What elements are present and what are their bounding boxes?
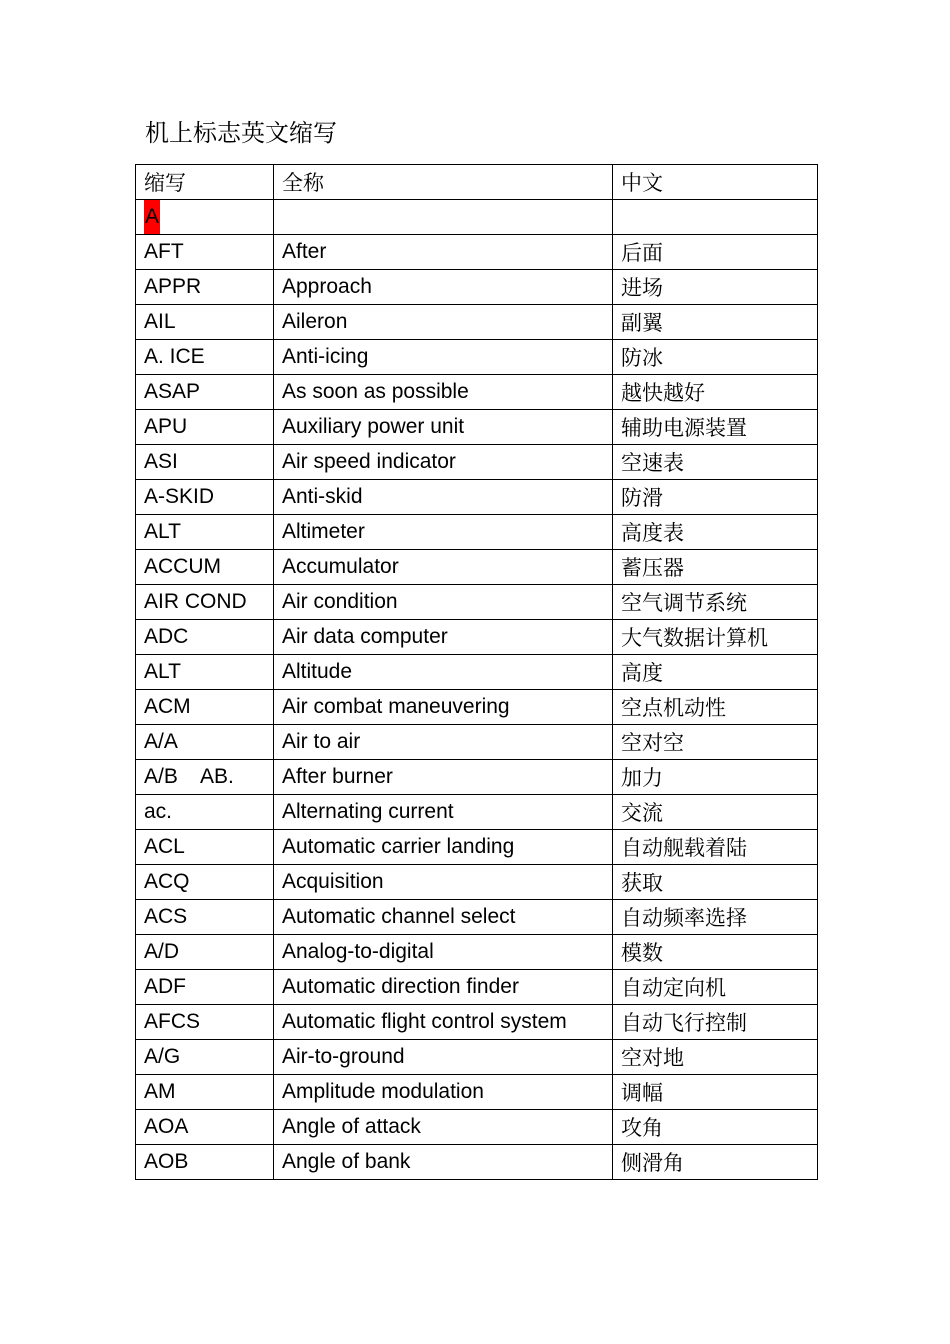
table-row [136, 445, 818, 480]
table-row [136, 1040, 818, 1075]
table-row [136, 970, 818, 1005]
cell-full: Amplitude modulation [274, 1075, 613, 1110]
cell-full: Automatic direction finder [274, 970, 613, 1005]
cell-abbr: ADC [136, 620, 274, 655]
cell-zh: 大气数据计算机 [613, 620, 818, 655]
cell-full: Air data computer [274, 620, 613, 655]
table-row [136, 585, 818, 620]
cell-zh: 侧滑角 [613, 1145, 818, 1180]
cell-full: After [274, 235, 613, 270]
cell-zh: 空对空 [613, 725, 818, 760]
cell-abbr: A/D [136, 935, 274, 970]
table-row [136, 830, 818, 865]
cell-full: Air condition [274, 585, 613, 620]
cell-abbr: ALT [136, 655, 274, 690]
cell-full: As soon as possible [274, 375, 613, 410]
section-empty-cell [613, 200, 818, 235]
section-row [136, 200, 818, 235]
cell-abbr: ASAP [136, 375, 274, 410]
cell-full: Auxiliary power unit [274, 410, 613, 445]
cell-zh: 进场 [613, 270, 818, 305]
table-header-row [136, 165, 818, 200]
cell-abbr: A. ICE [136, 340, 274, 375]
cell-abbr: ac. [136, 795, 274, 830]
cell-zh: 调幅 [613, 1075, 818, 1110]
table-row [136, 725, 818, 760]
cell-full: Automatic carrier landing [274, 830, 613, 865]
cell-zh: 空速表 [613, 445, 818, 480]
cell-abbr: A/G [136, 1040, 274, 1075]
cell-abbr: AFCS [136, 1005, 274, 1040]
table-row [136, 655, 818, 690]
cell-abbr: ACCUM [136, 550, 274, 585]
header-full: 全称 [274, 165, 613, 200]
cell-abbr: ACM [136, 690, 274, 725]
cell-full: After burner [274, 760, 613, 795]
cell-abbr: ACL [136, 830, 274, 865]
cell-zh: 自动频率选择 [613, 900, 818, 935]
document-title: 机上标志英文缩写 [145, 119, 337, 147]
cell-full: Automatic flight control system [274, 1005, 613, 1040]
table-row [136, 1145, 818, 1180]
cell-zh: 自动飞行控制 [613, 1005, 818, 1040]
cell-zh: 防滑 [613, 480, 818, 515]
cell-abbr: A-SKID [136, 480, 274, 515]
table-body [136, 165, 818, 1180]
cell-abbr: AM [136, 1075, 274, 1110]
table-row [136, 620, 818, 655]
table-row [136, 375, 818, 410]
cell-zh: 获取 [613, 865, 818, 900]
cell-full: Analog-to-digital [274, 935, 613, 970]
cell-full: Air speed indicator [274, 445, 613, 480]
cell-zh: 高度 [613, 655, 818, 690]
cell-abbr: A/B AB. [136, 760, 274, 795]
cell-full: Approach [274, 270, 613, 305]
cell-zh: 空对地 [613, 1040, 818, 1075]
cell-abbr: ACQ [136, 865, 274, 900]
cell-abbr: APU [136, 410, 274, 445]
cell-full: Aileron [274, 305, 613, 340]
section-cell [136, 200, 274, 235]
cell-zh: 自动定向机 [613, 970, 818, 1005]
table-row [136, 270, 818, 305]
cell-full: Air-to-ground [274, 1040, 613, 1075]
header-zh: 中文 [613, 165, 818, 200]
cell-abbr: AOA [136, 1110, 274, 1145]
table-row [136, 795, 818, 830]
cell-zh: 后面 [613, 235, 818, 270]
cell-zh: 防冰 [613, 340, 818, 375]
cell-zh: 交流 [613, 795, 818, 830]
cell-full: Angle of attack [274, 1110, 613, 1145]
cell-abbr: AOB [136, 1145, 274, 1180]
table-row [136, 410, 818, 445]
table-row [136, 235, 818, 270]
table-row [136, 760, 818, 795]
cell-full: Alternating current [274, 795, 613, 830]
cell-zh: 越快越好 [613, 375, 818, 410]
cell-abbr: A/A [136, 725, 274, 760]
cell-zh: 辅助电源装置 [613, 410, 818, 445]
cell-full: Anti-skid [274, 480, 613, 515]
cell-abbr: ADF [136, 970, 274, 1005]
section-letter-highlight: A [144, 200, 160, 234]
cell-full: Acquisition [274, 865, 613, 900]
cell-full: Automatic channel select [274, 900, 613, 935]
table-row [136, 1110, 818, 1145]
cell-abbr: AIR COND [136, 585, 274, 620]
cell-zh: 攻角 [613, 1110, 818, 1145]
header-abbr: 缩写 [136, 165, 274, 200]
cell-zh: 自动舰载着陆 [613, 830, 818, 865]
cell-full: Altitude [274, 655, 613, 690]
cell-zh: 蓄压器 [613, 550, 818, 585]
cell-abbr: ASI [136, 445, 274, 480]
table-row [136, 550, 818, 585]
cell-abbr: AIL [136, 305, 274, 340]
cell-abbr: ACS [136, 900, 274, 935]
cell-full: Air to air [274, 725, 613, 760]
cell-full: Air combat maneuvering [274, 690, 613, 725]
cell-full: Angle of bank [274, 1145, 613, 1180]
table-row [136, 865, 818, 900]
table-row [136, 1005, 818, 1040]
table-row [136, 900, 818, 935]
table-row [136, 515, 818, 550]
section-empty-cell [274, 200, 613, 235]
cell-zh: 空气调节系统 [613, 585, 818, 620]
table-row [136, 690, 818, 725]
table-row [136, 340, 818, 375]
cell-abbr: ALT [136, 515, 274, 550]
table-row [136, 935, 818, 970]
table-row [136, 480, 818, 515]
cell-full: Anti-icing [274, 340, 613, 375]
abbreviation-table [135, 164, 818, 1180]
cell-abbr: APPR [136, 270, 274, 305]
cell-full: Accumulator [274, 550, 613, 585]
table-row [136, 305, 818, 340]
cell-zh: 加力 [613, 760, 818, 795]
cell-zh: 空点机动性 [613, 690, 818, 725]
table-row [136, 1075, 818, 1110]
cell-full: Altimeter [274, 515, 613, 550]
cell-zh: 高度表 [613, 515, 818, 550]
cell-zh: 模数 [613, 935, 818, 970]
cell-zh: 副翼 [613, 305, 818, 340]
cell-abbr: AFT [136, 235, 274, 270]
